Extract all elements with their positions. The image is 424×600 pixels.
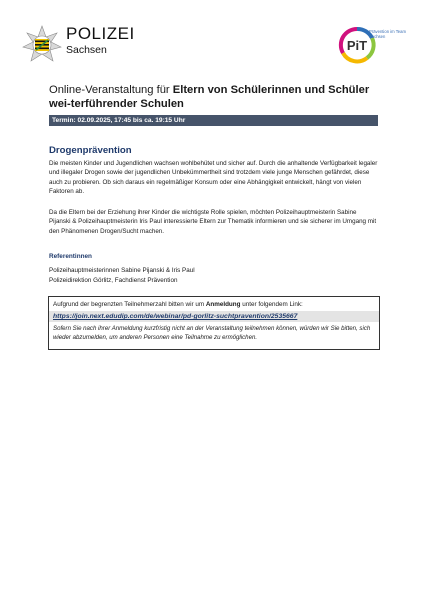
brand-title: POLIZEI [66,24,135,43]
pit-tagline: Prävention im Team Sachsen [369,29,406,39]
registration-intro-start: Aufgrund der begrenzten Teilnehmerzahl bitten wir um [53,301,206,308]
section-heading: Drogenprävention [49,145,132,156]
referents-names: Polizeihauptmeisterinnen Sabine Pijanski & Iris Paul [49,267,195,274]
registration-box [48,296,380,350]
police-star-icon [22,25,62,65]
termin-bar: Termin: 02.09.2025, 17:45 bis ca. 19:15 Uhr [49,115,378,126]
registration-note: Sofern Sie nach ihrer Anmeldung kurzfristig nicht an der Veranstaltung teilnehmen können, würden wir Sie bitten, sich wieder abzumelden, um anderen Personen eine Teilnahme zu ermöglichen. [53,325,371,341]
referents-department: Polizeidirektion Görlitz, Fachdienst Prävention [49,277,178,284]
polizei-sachsen-logo [22,25,162,61]
brand-subtitle: Sachsen [66,44,107,56]
svg-text:PiT: PiT [346,38,368,53]
paragraph-1: Die meisten Kinder und Jugendlichen wachsen wohlbehütet und sicher auf. Durch die anhaltende Verfügbarkeit legaler und illegaler Drogen sowie der jugendlichen Unbekümmertheit sind trotzdem viele junge Menschen gefährdet, diese auch zu probieren. Ob sich daraus ein regelmäßiger Konsum oder eine Abhängigkeit entwickelt, hängt von vielen Faktoren ab. [49,160,378,196]
event-title [49,83,379,111]
pit-logo [337,25,409,67]
registration-link[interactable]: https://join.next.edudip.com/de/webinar/pd-gorlitz-suchtpravention/2535667 [49,311,379,322]
paragraph-2: Da die Eltern bei der Erziehung ihrer Kinder die wichtigste Rolle spielen, möchten Polizeihauptmeisterin Sabine Pijanski & Polizeihauptmeisterin Iris Paul interessierte Eltern zur Thematik informieren und sie sicherer im Umgang mit den Phänomenen Drogen/Sucht machen. [49,209,377,235]
referents-heading: Referentinnen [49,253,92,260]
event-title-audience: Eltern von Schülerinnen und Schüler wei-terführender Schulen [49,84,370,110]
registration-intro-bold: Anmeldung [205,301,241,308]
registration-intro-end: unter folgendem Link: [240,301,303,308]
registration-intro [53,300,303,309]
event-title-prefix: Online-Veranstaltung für [49,84,173,96]
